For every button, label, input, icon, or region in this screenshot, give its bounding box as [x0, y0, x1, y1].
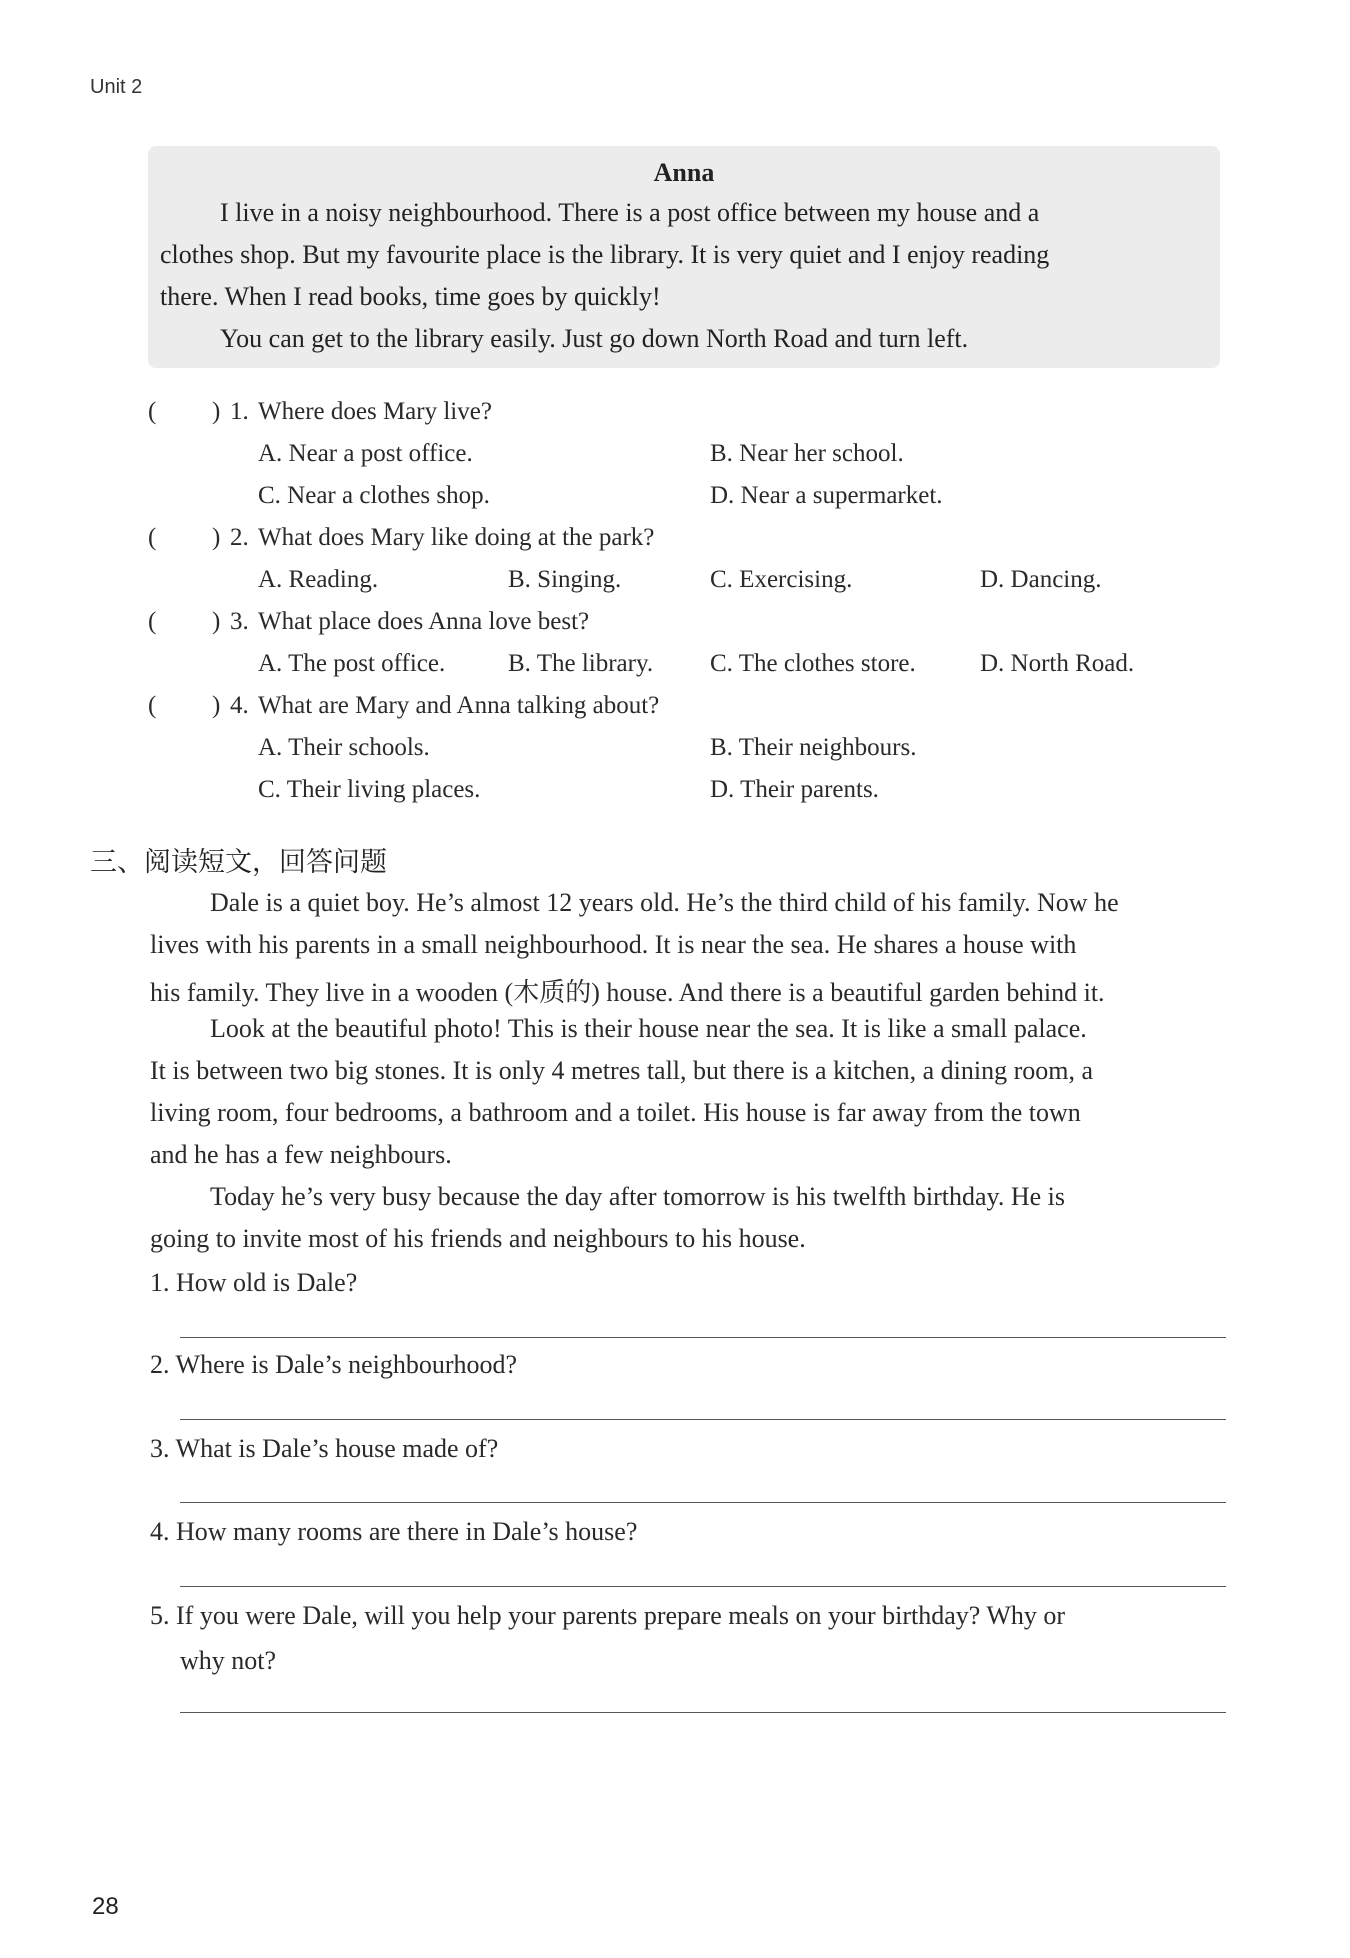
question-number: 2.	[230, 524, 249, 551]
question-text: Where does Mary live?	[258, 398, 492, 425]
passage-line: and he has a few neighbours.	[150, 1140, 452, 1169]
answer-line-3[interactable]	[180, 1502, 1226, 1503]
open-question-1: 1. How old is Dale?	[150, 1268, 358, 1297]
option-b: B. Near her school.	[710, 440, 904, 467]
answer-line-4[interactable]	[180, 1586, 1226, 1587]
question-text: What are Mary and Anna talking about?	[258, 692, 660, 719]
question-text: What does Mary like doing at the park?	[258, 524, 655, 551]
option-d: D. Dancing.	[980, 566, 1102, 593]
answer-paren-open[interactable]: (	[148, 524, 157, 551]
passage-title: Anna	[653, 158, 715, 187]
option-c: C. Exercising.	[710, 566, 853, 593]
page-number: 28	[92, 1893, 119, 1920]
option-b: B. Their neighbours.	[710, 734, 917, 761]
passage-line: lives with his parents in a small neighbourhood. It is near the sea. He shares a house with	[150, 930, 1077, 959]
open-question-5-cont: why not?	[180, 1646, 277, 1675]
open-question-2: 2. Where is Dale’s neighbourhood?	[150, 1350, 518, 1379]
passage-line: there. When I read books, time goes by quickly!	[160, 282, 661, 311]
answer-paren-open[interactable]: (	[148, 608, 157, 635]
answer-paren-open[interactable]: (	[148, 692, 157, 719]
question-number: 3.	[230, 608, 249, 635]
option-a: A. Near a post office.	[258, 440, 473, 467]
answer-paren-close: )	[212, 692, 221, 719]
unit-label: Unit 2	[90, 76, 143, 98]
passage-line: You can get to the library easily. Just go down North Road and turn left.	[220, 324, 969, 353]
passage-line: going to invite most of his friends and neighbours to his house.	[150, 1224, 806, 1253]
passage-box	[148, 146, 1220, 368]
passage-line: living room, four bedrooms, a bathroom and a toilet. His house is far away from the town	[150, 1098, 1081, 1127]
option-c: C. Their living places.	[258, 776, 481, 803]
passage-line: I live in a noisy neighbourhood. There is a post office between my house and a	[220, 198, 1040, 227]
option-d: D. Their parents.	[710, 776, 879, 803]
passage-line: Dale is a quiet boy. He’s almost 12 years old. He’s the third child of his family. Now he	[210, 888, 1119, 917]
answer-paren-close: )	[212, 608, 221, 635]
question-number: 4.	[230, 692, 249, 719]
option-b: B. The library.	[508, 650, 654, 677]
option-c: C. The clothes store.	[710, 650, 916, 677]
passage-line: It is between two big stones. It is only 4 metres tall, but there is a kitchen, a dining room, a	[150, 1056, 1094, 1085]
answer-paren-close: )	[212, 398, 221, 425]
option-d: D. Near a supermarket.	[710, 482, 943, 509]
open-question-4: 4. How many rooms are there in Dale’s house?	[150, 1517, 638, 1546]
open-question-3: 3. What is Dale’s house made of?	[150, 1434, 499, 1463]
section-title: 三、阅读短文，回答问题	[90, 847, 387, 878]
option-c: C. Near a clothes shop.	[258, 482, 490, 509]
option-a: A. Reading.	[258, 566, 379, 593]
option-a: A. Their schools.	[258, 734, 430, 761]
question-number: 1.	[230, 398, 249, 425]
question-text: What place does Anna love best?	[258, 608, 590, 635]
passage-line: his family. They live in a wooden (木质的) house. And there is a beautiful garden behind it.	[150, 978, 1105, 1007]
passage-line: clothes shop. But my favourite place is the library. It is very quiet and I enjoy reading	[160, 240, 1050, 269]
answer-paren-close: )	[212, 524, 221, 551]
option-a: A. The post office.	[258, 650, 446, 677]
answer-line-2[interactable]	[180, 1419, 1226, 1420]
option-b: B. Singing.	[508, 566, 622, 593]
answer-paren-open[interactable]: (	[148, 398, 157, 425]
option-d: D. North Road.	[980, 650, 1135, 677]
passage-line: Look at the beautiful photo! This is their house near the sea. It is like a small palace.	[210, 1014, 1087, 1043]
passage-line: Today he’s very busy because the day after tomorrow is his twelfth birthday. He is	[210, 1182, 1065, 1211]
answer-line-5[interactable]	[180, 1712, 1226, 1713]
open-question-5: 5. If you were Dale, will you help your parents prepare meals on your birthday? Why or	[150, 1601, 1066, 1630]
answer-line-1[interactable]	[180, 1337, 1226, 1338]
